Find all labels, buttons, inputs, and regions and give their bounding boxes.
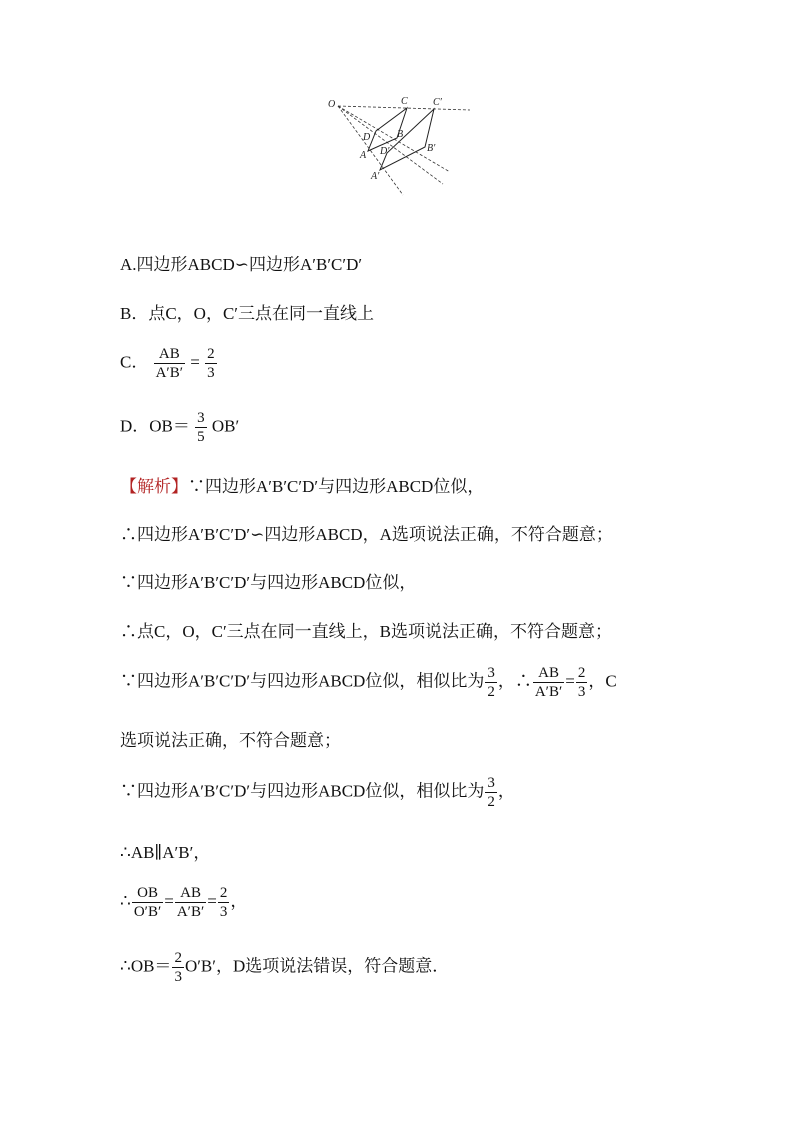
- solution-line-8: ∴AB∥A′B′，: [120, 843, 211, 862]
- solution-line-9: [120, 884, 247, 921]
- equals-sign: =: [164, 891, 174, 911]
- option-d: [120, 409, 239, 446]
- label-d-prime: D′: [380, 146, 390, 157]
- label-d: D: [363, 132, 371, 143]
- fraction-denominator: 3: [207, 365, 215, 381]
- fraction-denominator: 2: [487, 794, 495, 810]
- fraction-numerator: OB: [132, 884, 163, 903]
- fraction-denominator: 2: [487, 684, 495, 700]
- option-b: B．点C，O，C′三点在同一直线上: [120, 304, 375, 323]
- solution-text: ，: [497, 781, 515, 801]
- fraction-numerator: 2: [174, 950, 182, 966]
- solution-line-5: [120, 664, 617, 701]
- fraction-three-fifths: [195, 409, 207, 446]
- label-b-prime: B′: [427, 143, 436, 154]
- equals-sign: =: [565, 671, 575, 691]
- solution-text: ，∴: [497, 671, 532, 691]
- solution-line-10: [120, 949, 449, 986]
- solution-text: ∵四边形A′B′C′D′与四边形ABCD位似，相似比为: [120, 671, 485, 691]
- fraction-two-thirds: [576, 664, 588, 701]
- label-a: A: [360, 150, 367, 161]
- fraction-numerator: AB: [175, 884, 206, 903]
- fraction-denominator: 3: [219, 904, 228, 920]
- solution-text: ∵四边形A′B′C′D′与四边形ABCD位似，相似比为: [120, 781, 485, 801]
- fraction-ab-over-ab-prime: [175, 884, 206, 921]
- fraction-denominator: A′B′: [155, 365, 183, 381]
- fraction-denominator: 3: [174, 969, 182, 985]
- fraction-denominator: 5: [197, 429, 205, 445]
- label-a-prime: A′: [371, 171, 380, 182]
- fraction-numerator: 3: [487, 665, 495, 681]
- fraction-two-thirds: [172, 949, 184, 986]
- option-c: [120, 345, 218, 382]
- fraction-ob-over-ob-prime: [132, 884, 163, 921]
- option-c-prefix: C．: [120, 352, 149, 372]
- option-d-suffix: OB′: [211, 416, 240, 436]
- fraction-numerator: 3: [487, 775, 495, 791]
- fraction-numerator: AB: [154, 345, 185, 364]
- solution-text: ，C: [588, 671, 617, 691]
- solution-line-1: [120, 476, 484, 498]
- fraction-numerator: 2: [207, 346, 215, 362]
- solution-text: ∴: [120, 891, 131, 911]
- fraction-three-halves: [485, 774, 497, 811]
- fraction-numerator: 3: [197, 410, 205, 426]
- fraction-three-halves: [485, 664, 497, 701]
- fraction-denominator: O′B′: [133, 904, 162, 920]
- fraction-ab-over-ab-prime: [533, 664, 564, 701]
- label-c-prime: C′: [433, 97, 442, 108]
- solution-text: ∵四边形A′B′C′D′与四边形ABCD位似，: [188, 477, 485, 496]
- geometry-figure: [325, 92, 475, 200]
- fraction-denominator: 3: [577, 684, 586, 700]
- solution-text: O′B′，D选项说法错误，符合题意．: [184, 956, 450, 976]
- option-d-prefix: D．OB＝: [120, 416, 190, 436]
- homothety-diagram: [325, 92, 475, 200]
- fraction-numerator: 2: [577, 665, 586, 681]
- fraction-two-thirds: [205, 345, 217, 382]
- projection-rays: [338, 106, 470, 195]
- solution-text: ∴OB＝: [120, 956, 172, 976]
- fraction-two-thirds: [218, 884, 230, 921]
- fraction-ab-over-ab-prime: [154, 345, 185, 382]
- equals-sign: =: [190, 352, 200, 372]
- fraction-numerator: 2: [219, 885, 228, 901]
- label-b: B: [397, 129, 404, 140]
- solution-line-2: ∴四边形A′B′C′D′∽四边形ABCD，A选项说法正确，不符合题意；: [120, 525, 613, 544]
- solution-tag: 【解析】: [120, 477, 188, 496]
- fraction-denominator: A′B′: [534, 684, 563, 700]
- solution-line-4: ∴点C，O，C′三点在同一直线上，B选项说法正确，不符合题意；: [120, 622, 613, 641]
- option-a: A.四边形ABCD∽四边形A′B′C′D′: [120, 255, 363, 274]
- fraction-numerator: AB: [533, 664, 564, 683]
- solution-line-7: [120, 774, 515, 811]
- equals-sign: =: [207, 891, 217, 911]
- label-c: C: [401, 96, 408, 107]
- solution-line-3: ∵四边形A′B′C′D′与四边形ABCD位似，: [120, 573, 417, 592]
- solution-text: ，: [230, 891, 248, 911]
- label-o: O: [328, 99, 336, 110]
- fraction-denominator: A′B′: [176, 904, 205, 920]
- solution-line-6: 选项说法正确，不符合题意；: [120, 731, 341, 750]
- quad-abcd-prime: [380, 109, 434, 170]
